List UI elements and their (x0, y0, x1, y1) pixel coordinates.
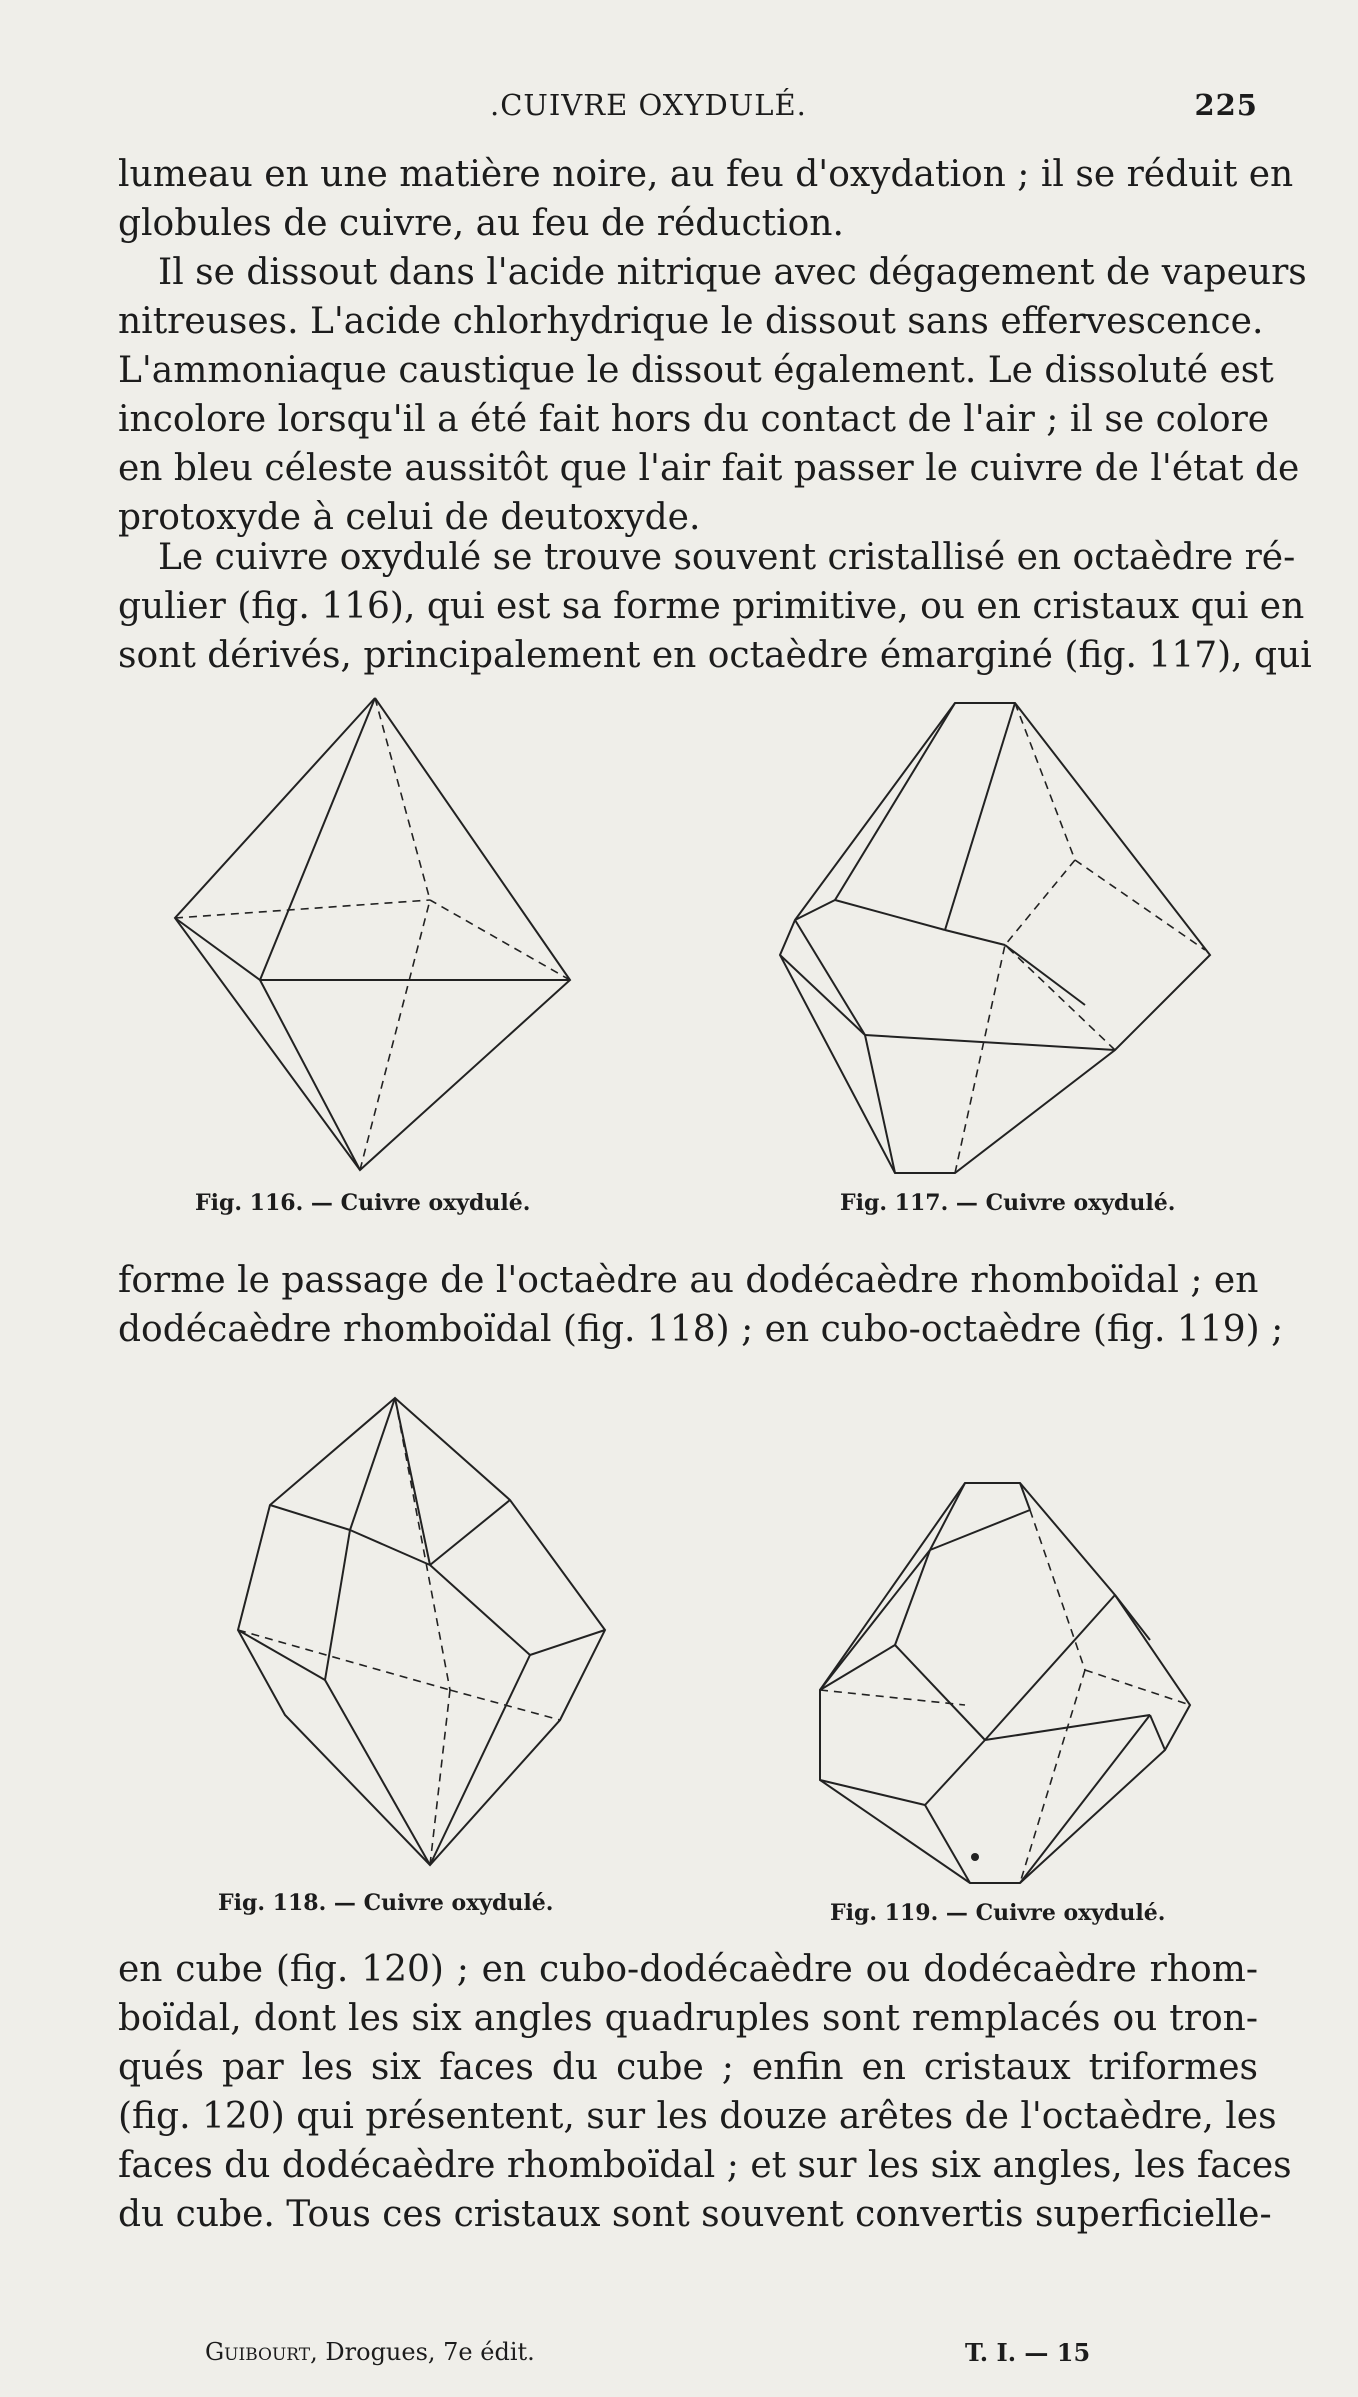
running-title: .CUIVRE OXYDULÉ. (490, 88, 807, 122)
figure-118 (230, 1390, 610, 1880)
text-line: lumeau en une matière noire, au feu d'oxydation ; il se réduit en (118, 154, 1294, 195)
text-line: L'ammoniaque caustique le dissout également. Le dissoluté est (118, 350, 1274, 391)
page-header (118, 88, 1258, 136)
text-line: du cube. Tous ces cristaux sont souvent convertis superficielle- (118, 2194, 1272, 2235)
footer-title: , Drogues, 7e édit. (310, 2338, 535, 2366)
text-line: (fig. 120) qui présentent, sur les douze arêtes de l'octaèdre, les (118, 2096, 1277, 2137)
figure-119 (815, 1475, 1195, 1895)
paragraph-5 (118, 1945, 1292, 2239)
paragraph-4 (118, 1256, 1284, 1354)
paragraph-3 (118, 533, 1312, 680)
rhombic-dodecahedron-drawing (230, 1390, 610, 1880)
figure-118-caption: Fig. 118. — Cuivre oxydulé. (218, 1890, 554, 1916)
text-line: nitreuses. L'acide chlorhydrique le dissout sans effervescence. (118, 301, 1264, 342)
footer-signature: T. I. — 15 (965, 2338, 1091, 2367)
text-line: incolore lorsqu'il a été fait hors du contact de l'air ; il se colore (118, 399, 1270, 440)
text-line: en bleu céleste aussitôt que l'air fait passer le cuivre de l'état de (118, 448, 1300, 489)
page-number: 225 (1194, 88, 1258, 122)
octahedron-drawing (170, 690, 590, 1180)
footer-imprint (205, 2338, 535, 2366)
text-line: dodécaèdre rhomboïdal (fig. 118) ; en cubo-octaèdre (fig. 119) ; (118, 1309, 1284, 1350)
figure-119-caption: Fig. 119. — Cuivre oxydulé. (830, 1900, 1166, 1926)
footer-author: Guibourt (205, 2338, 311, 2366)
emarginated-octahedron-drawing (775, 695, 1215, 1185)
text-line: sont dérivés, principalement en octaèdre émarginé (fig. 117), qui (118, 635, 1312, 676)
figure-117 (775, 695, 1215, 1185)
text-line: en cube (fig. 120) ; en cubo-dodécaèdre ou dodécaèdre rhom- (118, 1949, 1258, 1990)
figure-116 (170, 690, 590, 1180)
text-line: Il se dissout dans l'acide nitrique avec dégagement de vapeurs (158, 252, 1307, 293)
text-line: gulier (fig. 116), qui est sa forme primitive, ou en cristaux qui en (118, 586, 1305, 627)
text-line: faces du dodécaèdre rhomboïdal ; et sur les six angles, les faces (118, 2145, 1292, 2186)
text-line: forme le passage de l'octaèdre au dodécaèdre rhomboïdal ; en (118, 1260, 1259, 1301)
paragraph-1 (118, 150, 1294, 248)
cubo-octahedron-drawing (815, 1475, 1195, 1895)
figure-117-caption: Fig. 117. — Cuivre oxydulé. (840, 1190, 1176, 1216)
text-line: protoxyde à celui de deutoxyde. (118, 497, 701, 538)
figure-116-caption: Fig. 116. — Cuivre oxydulé. (195, 1190, 531, 1216)
text-line: boïdal, dont les six angles quadruples sont remplacés ou tron- (118, 1998, 1258, 2039)
paragraph-2 (118, 248, 1307, 542)
text-line: Le cuivre oxydulé se trouve souvent cristallisé en octaèdre ré- (158, 537, 1296, 578)
text-line: qués par les six faces du cube ; enfin en cristaux triformes (118, 2047, 1258, 2088)
text-line: globules de cuivre, au feu de réduction. (118, 203, 844, 244)
ink-dot (971, 1853, 979, 1861)
